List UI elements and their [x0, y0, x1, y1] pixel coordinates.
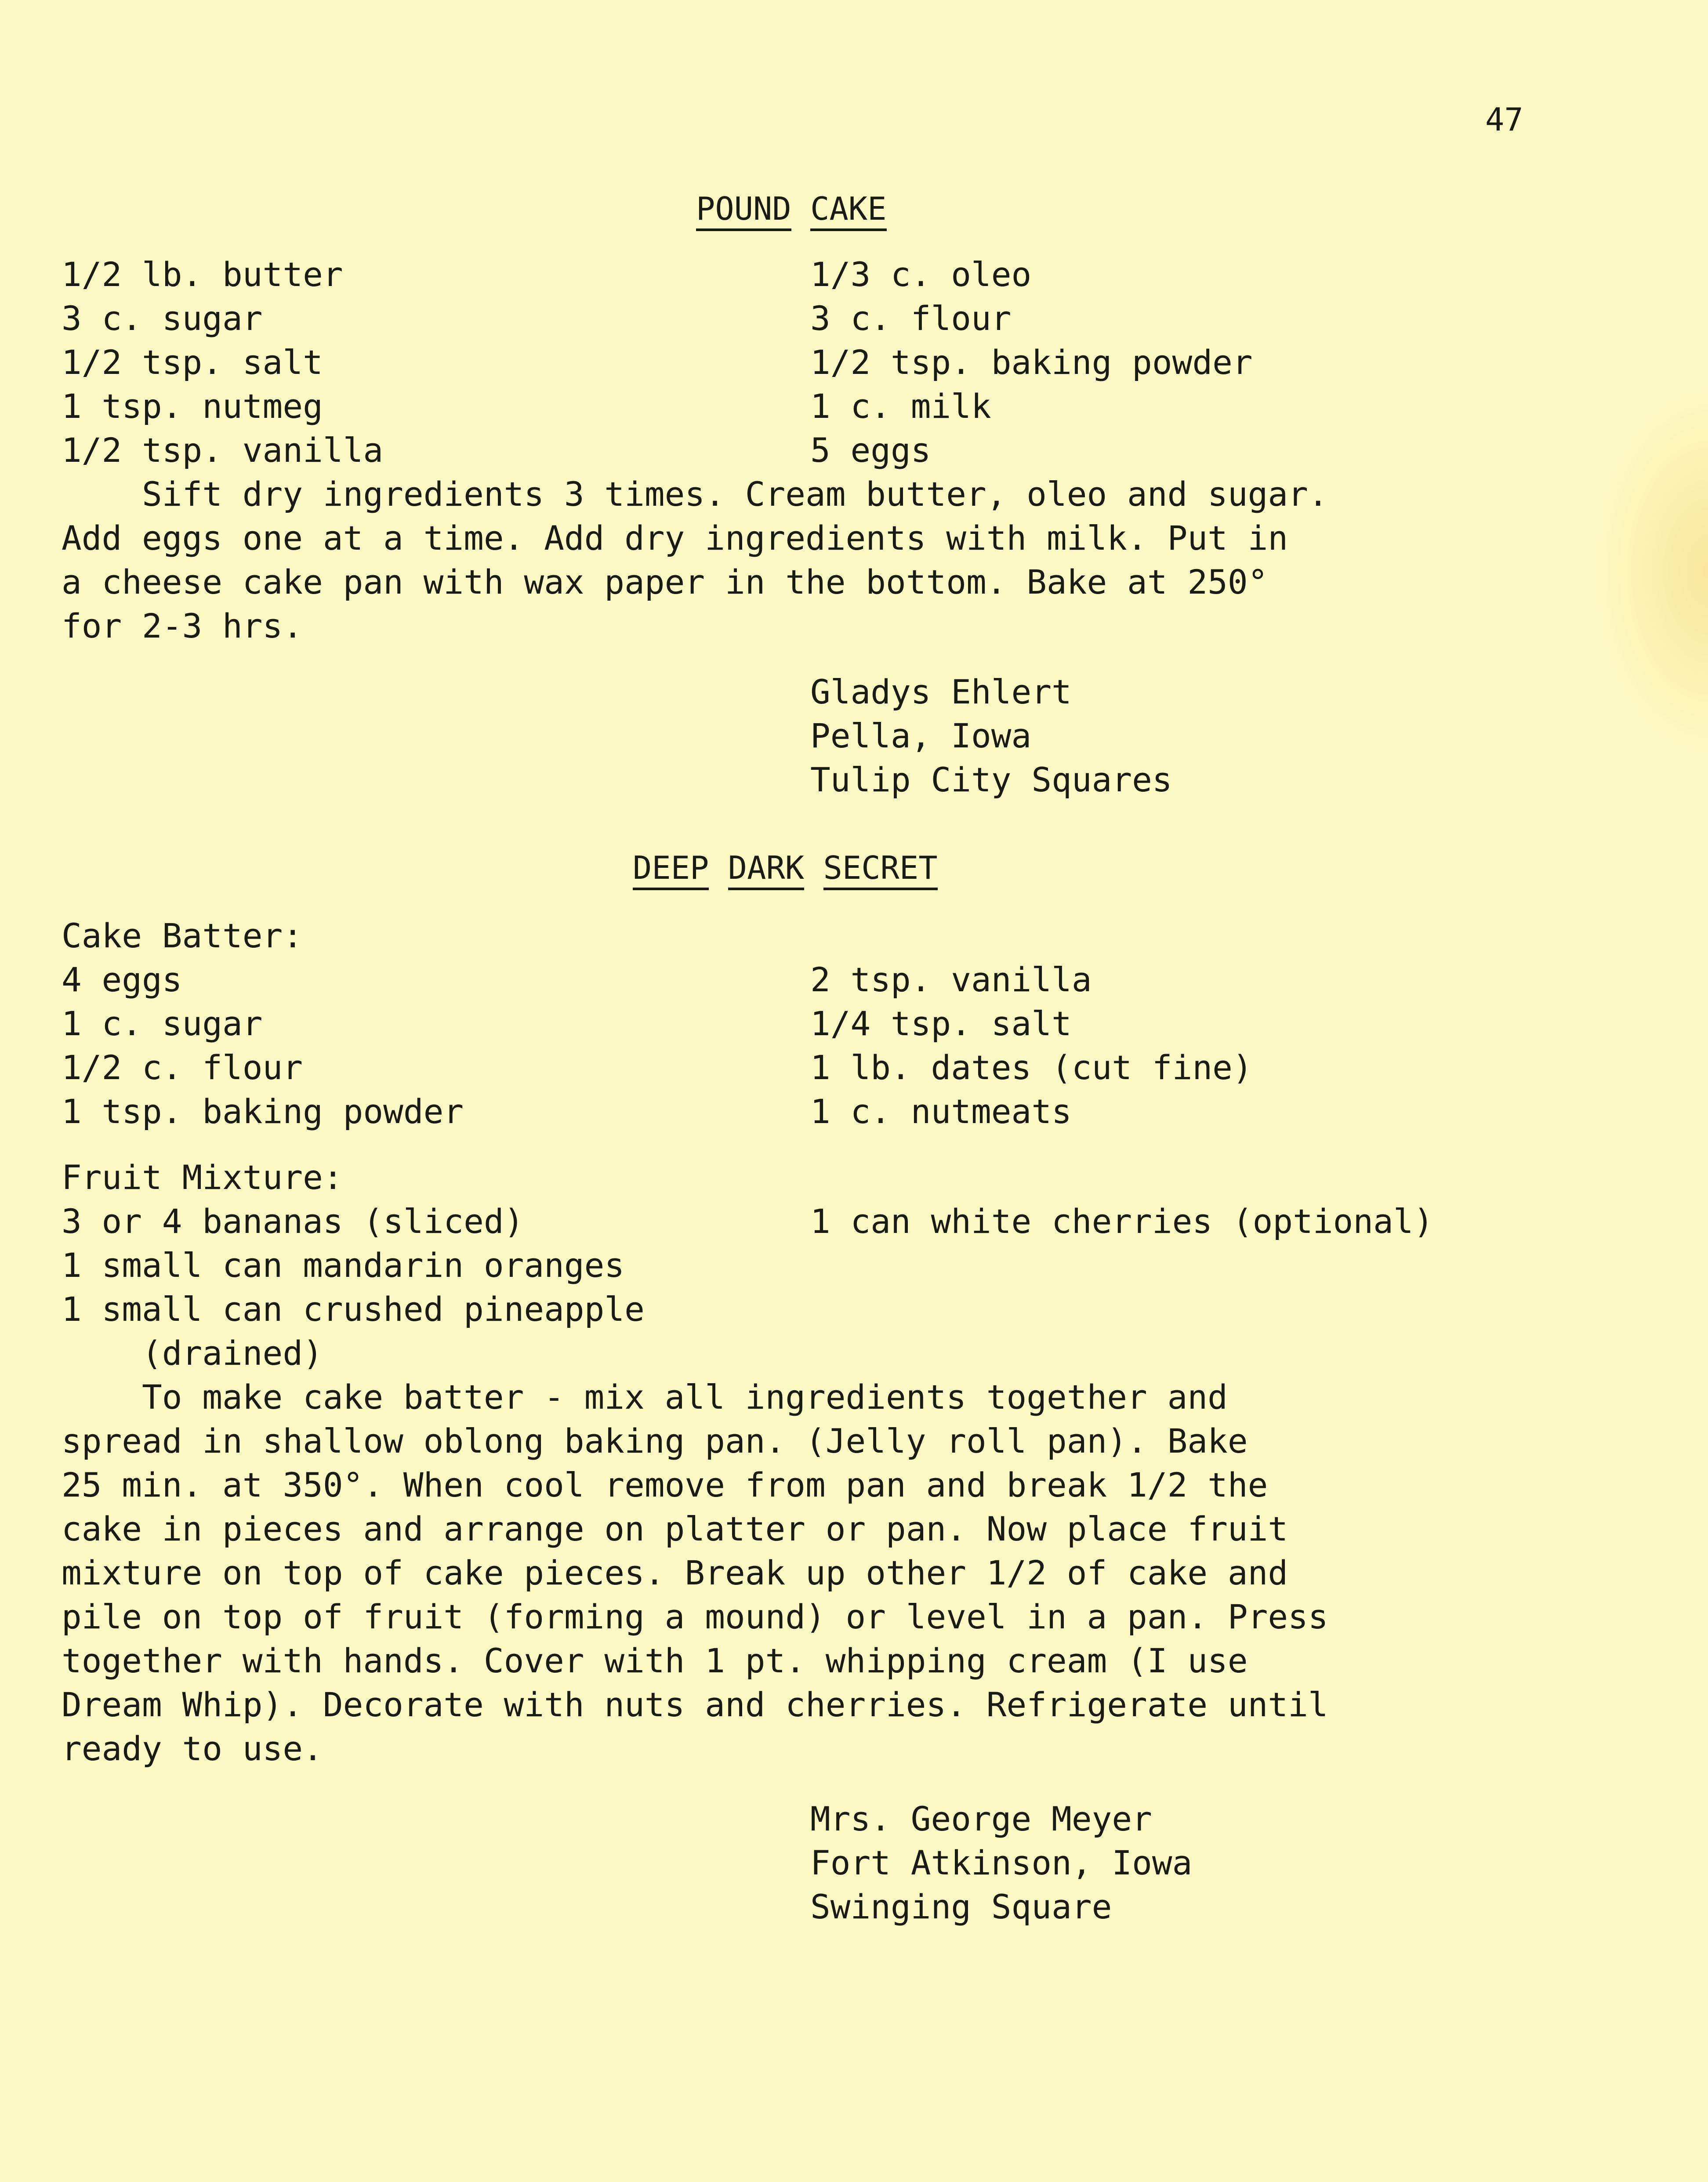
ingredient: 1 small can crushed pineapple [62, 1290, 645, 1329]
ingredient: 1 tsp. nutmeg [62, 387, 323, 426]
credit-name: Mrs. George Meyer [810, 1799, 1152, 1838]
ingredient: 1/3 c. oleo [810, 255, 1032, 294]
section-heading: Cake Batter: [62, 916, 303, 955]
ingredient: 1 c. nutmeats [810, 1092, 1072, 1131]
direction-line: cake in pieces and arrange on platter or pan. Now place fruit [62, 1509, 1288, 1548]
ingredient: 1/4 tsp. salt [810, 1004, 1072, 1043]
direction-line: a cheese cake pan with wax paper in the bottom. Bake at 250° [62, 562, 1268, 602]
ingredient: 3 c. sugar [62, 299, 263, 338]
ingredient: 5 eggs [810, 431, 931, 470]
direction-line: spread in shallow oblong baking pan. (Jelly roll pan). Bake [62, 1421, 1248, 1461]
credit-location: Pella, Iowa [810, 716, 1032, 755]
direction-line: Dream Whip). Decorate with nuts and cherries. Refrigerate until [62, 1685, 1328, 1724]
title-word: DEEP [633, 849, 709, 890]
ingredient: 1 tsp. baking powder [62, 1092, 464, 1131]
ingredient: 1 small can mandarin oranges [62, 1246, 625, 1285]
ingredient: 1/2 tsp. salt [62, 343, 323, 382]
ingredient: 1 c. milk [810, 387, 991, 426]
credit-club: Tulip City Squares [810, 760, 1172, 799]
ingredient: 1 can white cherries (optional) [810, 1202, 1434, 1241]
section-heading: Fruit Mixture: [62, 1158, 343, 1197]
direction-line: Sift dry ingredients 3 times. Cream butter, oleo and sugar. [62, 475, 1328, 514]
direction-line: 25 min. at 350°. When cool remove from pan and break 1/2 the [62, 1465, 1268, 1504]
credit-name: Gladys Ehlert [810, 672, 1072, 711]
direction-line: together with hands. Cover with 1 pt. whipping cream (I use [62, 1641, 1248, 1680]
ingredient: 1 lb. dates (cut fine) [810, 1048, 1253, 1087]
ingredient: 3 c. flour [810, 299, 1012, 338]
ingredient: 3 or 4 bananas (sliced) [62, 1202, 524, 1241]
direction-line: To make cake batter - mix all ingredients together and [62, 1377, 1228, 1417]
credit-club: Swinging Square [810, 1887, 1112, 1926]
ingredient: 1 c. sugar [62, 1004, 263, 1043]
ingredient: 1/2 lb. butter [62, 255, 343, 294]
direction-line: pile on top of fruit (forming a mound) or level in a pan. Press [62, 1597, 1328, 1636]
title-word: POUND [696, 190, 791, 231]
direction-line: Add eggs one at a time. Add dry ingredients with milk. Put in [62, 518, 1288, 558]
ingredient: 2 tsp. vanilla [810, 960, 1092, 999]
direction-line: ready to use. [62, 1729, 323, 1768]
title-word: CAKE [810, 190, 886, 231]
page-number: 47 [1485, 101, 1523, 138]
title-word: DARK [728, 849, 804, 890]
ingredient: 4 eggs [62, 960, 182, 999]
title-word: SECRET [823, 849, 938, 890]
direction-line: for 2-3 hrs. [62, 606, 303, 645]
recipe-title-pound-cake [696, 187, 887, 231]
ingredient: (drained) [62, 1334, 323, 1373]
ingredient: 1/2 c. flour [62, 1048, 303, 1087]
ingredient: 1/2 tsp. baking powder [810, 343, 1253, 382]
recipe-title-deep-dark-secret [633, 846, 938, 890]
ingredient: 1/2 tsp. vanilla [62, 431, 384, 470]
credit-location: Fort Atkinson, Iowa [810, 1843, 1193, 1882]
direction-line: mixture on top of cake pieces. Break up other 1/2 of cake and [62, 1553, 1288, 1592]
